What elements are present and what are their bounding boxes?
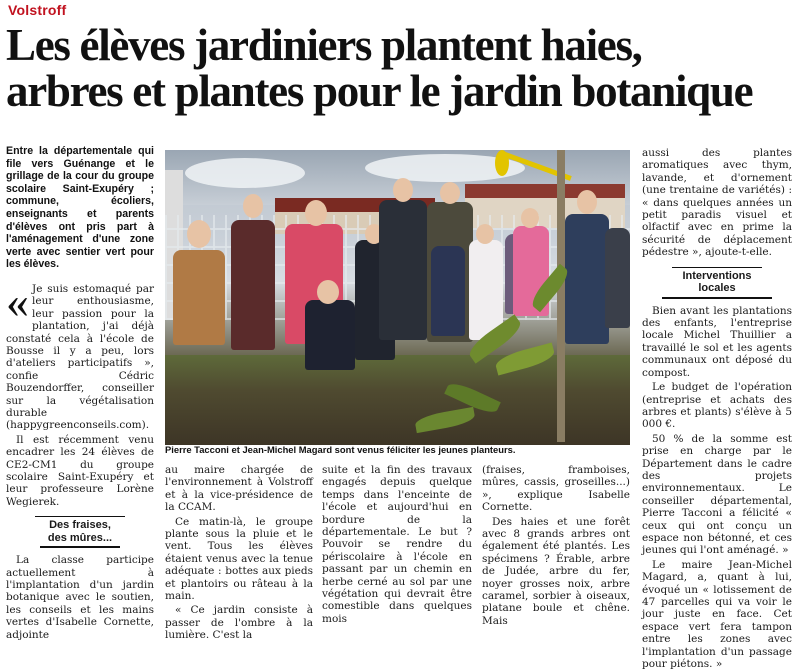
col5-paragraph-3: Le budget de l'opération (entreprise et achats des arbres et plants) s'élève à 5 000 €.	[642, 381, 792, 431]
photo-person	[379, 200, 427, 340]
photo-person	[173, 250, 225, 345]
photo-person	[431, 246, 465, 336]
photo-person-head	[305, 200, 327, 226]
article-photo	[165, 150, 630, 442]
headline-line-2: arbres et plantes pour le jardin botanique	[6, 66, 753, 116]
col4-paragraph-1: (fraises, framboises, mûres, cassis, groseilles...) », explique Isabelle Cornette.	[482, 464, 630, 514]
subhead-rule	[35, 516, 125, 517]
photo-person	[305, 300, 355, 370]
col2-paragraph-1: au maire chargée de l'environnement à Volstroff et à la vice-présidence de la CCAM.	[165, 464, 313, 514]
photo-person-head	[521, 208, 539, 228]
photo-person-head	[577, 190, 597, 214]
subhead-fraises-wrap	[6, 516, 154, 548]
col3-paragraph-1: suite et la fin des travaux engagés depuis quelque temps dans l'enceinte de l'école et aujourd'hui en bordure de la départementale. Le but ? Pouvoir se rendre du périscolaire à l'école en passant par un chemin en herbe cerné au sol par une végétation qui devrait être comestible dans quelques mois	[322, 464, 472, 625]
col2-paragraph-3: « Ce jardin consiste à passer de l'ombre à la lumière. C'est la	[165, 604, 313, 642]
col5-paragraph-4: 50 % de la somme est prise en charge par le Département dans le cadre des projets environnementaux. Le conseiller départemental, Pierre Tacconi a félicité « ceux qui ont conçu un espace non bétonné, et ces jeunes qui l'ont aménagé. »	[642, 432, 792, 557]
column-2	[165, 462, 313, 642]
column-3	[322, 462, 472, 625]
lead-paragraph: Entre la départementale qui file vers Guénange et le grillage de la cour du groupe scolaire Saint-Exupéry ; commune, écoliers, enseignants et parents d'élèves ont pris part à l'aménagement d'une zone verte avec sentier vert pour les élèves.	[6, 145, 154, 271]
column-5	[642, 145, 792, 670]
photo-cloud	[185, 158, 305, 188]
col5-paragraph-5: Le maire Jean-Michel Magard, a, quant à lui, évoqué un « lotissement de 47 parcelles qui va voir le jour juste en face. Cet espace vert fera tampon entre les zones avec l'implantation d'un passage pour piétons. »	[642, 558, 792, 670]
photo-person	[231, 220, 275, 350]
subhead-interventions-wrap	[642, 267, 792, 299]
column-4	[482, 462, 630, 627]
subhead-interventions: Interventions locales	[662, 270, 772, 299]
subhead-fraises: Des fraises, des mûres...	[40, 519, 120, 548]
col5-paragraph-2: Bien avant les plantations des enfants, l'entreprise locale Michel Thuillier a travaillé le sol et les agents communaux ont déposé du compost.	[642, 304, 792, 379]
photo-person-head	[187, 220, 211, 248]
photo-person	[565, 214, 609, 344]
col2-paragraph-2: Ce matin-là, le groupe plante sous la pluie et le vent. Tous les élèves étaient venus avec la tenue adéquate : bottes aux pieds et plantoirs ou râteau à la main.	[165, 515, 313, 603]
col5-paragraph-1: aussi des plantes aromatiques avec thym, lavande, et d'ornement (une trentaine de variétés) : « dans quelques années un petit paradis visuel et olfactif avec en prime la sécurité de déplacement pédestre », ajoute-t-elle.	[642, 147, 792, 259]
photo-person-head	[440, 182, 460, 204]
col4-paragraph-2: Des haies et une forêt avec 8 grands arbres ont également été plantés. Les spécimens ? Érable, arbre de Judée, arbre du fer, noyer grosses noix, arbre caramel, sorbier à oiseaux, platane boule et chêne. Mais	[482, 515, 630, 627]
quote-mark: «	[6, 275, 29, 327]
photo-roof	[465, 184, 625, 198]
col1-paragraph-3: La classe participe actuellement à l'implantation d'un jardin botanique avec le soutien, les conseils et les mains vertes d'Isabelle Cornette, adjointe	[6, 554, 154, 641]
headline	[6, 22, 796, 114]
col1-paragraph-2: Il est récemment venu encadrer les 24 élèves de CE2-CM1 du groupe scolaire Saint-Exupéry et leur professeure Lorène Wegierek.	[6, 433, 154, 508]
photo-person-head	[476, 224, 494, 244]
photo-person	[605, 228, 630, 328]
subhead-rule	[672, 267, 762, 268]
photo-tree-trunk	[557, 150, 565, 442]
opening-quote	[6, 275, 154, 432]
quote-text: Je suis estomaqué par leur enthousiasme, leur passion pour la plantation, j'ai déjà constaté cela à l'école de Bousse il y a peu, lors d'ateliers participatifs », confie Cédric Bouzendorffer, conseiller sur la végétalisation durable (happygreenconseils.com).	[6, 282, 154, 432]
photo-caption: Pierre Tacconi et Jean-Michel Magard sont venus féliciter les jeunes planteurs.	[165, 444, 516, 455]
section-kicker: Volstroff	[8, 2, 67, 18]
photo-person-head	[393, 178, 413, 202]
photo-person-head	[317, 280, 339, 304]
headline-line-1: Les élèves jardiniers plantent haies,	[6, 20, 642, 70]
column-1	[6, 145, 154, 641]
photo-person-head	[243, 194, 263, 218]
